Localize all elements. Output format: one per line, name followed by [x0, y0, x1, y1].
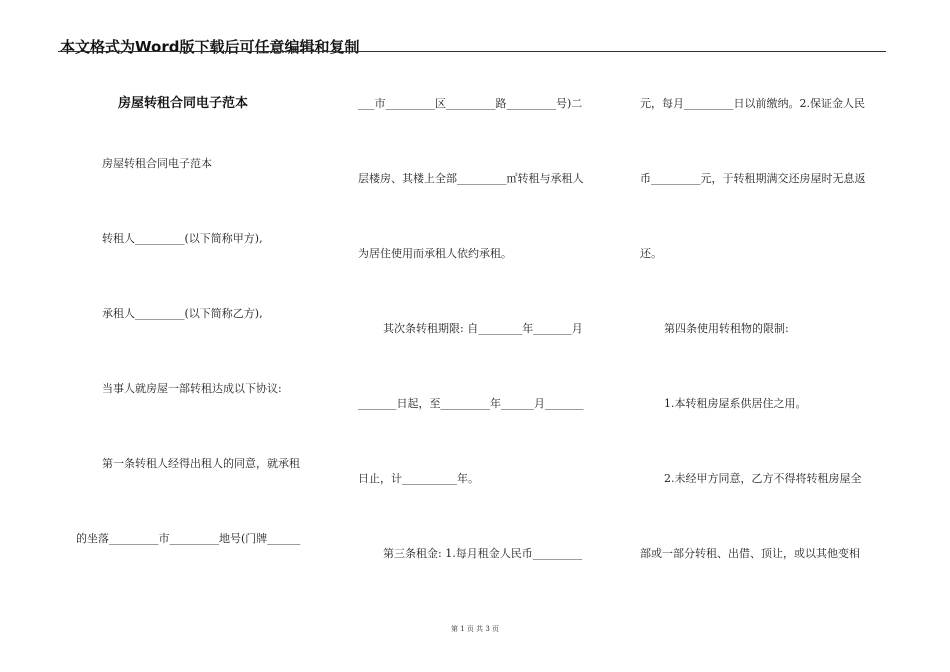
col2-line: 第三条租金: 1.每月租金人民币_________ [383, 547, 583, 560]
col1-line: 转租人_________(以下简称甲方), [102, 232, 263, 245]
header-divider [58, 51, 886, 52]
col3-line: 部或一部分转租、出借、顶让，或以其他变相 [640, 547, 860, 560]
col2-line: 日止，计__________年。 [358, 472, 479, 485]
col2-line: ___市_________区_________路_________号)二 [358, 97, 583, 110]
col1-line: 当事人就房屋一部转租达成以下协议: [102, 382, 282, 395]
col2-line: 为居住使用而承租人依约承租。 [358, 247, 512, 260]
col3-line: 2.未经甲方同意，乙方不得将转租房屋全 [664, 472, 862, 485]
col1-line: 承租人_________(以下简称乙方), [102, 307, 263, 320]
page-header: 本文格式为Word版下载后可任意编辑和复制 [60, 38, 360, 56]
col1-line: 房屋转租合同电子范本 [102, 157, 212, 170]
document-title: 房屋转租合同电子范本 [118, 96, 249, 111]
page-number: 第 1 页 共 3 页 [450, 625, 500, 633]
col3-line: 币_________元，于转租期满交还房屋时无息返 [640, 172, 866, 185]
col3-line: 元，每月_________日以前缴纳。2.保证金人民 [640, 97, 865, 110]
col2-line: 其次条转租期限: 自________年_______月 [383, 322, 583, 335]
col2-line: _______日起，至_________年______月_______ [358, 397, 584, 410]
col2-line: 层楼房、其楼上全部_________㎡转租与承租人 [358, 172, 584, 185]
col1-line: 第一条转租人经得出租人的同意，就承租 [102, 457, 300, 470]
col3-line: 还。 [640, 247, 662, 260]
col1-line: 的坐落_________市_________地号(门牌______ [76, 532, 301, 545]
col3-line: 1.本转租房屋系供居住之用。 [664, 397, 807, 410]
col3-line: 第四条使用转租物的限制: [664, 322, 789, 335]
